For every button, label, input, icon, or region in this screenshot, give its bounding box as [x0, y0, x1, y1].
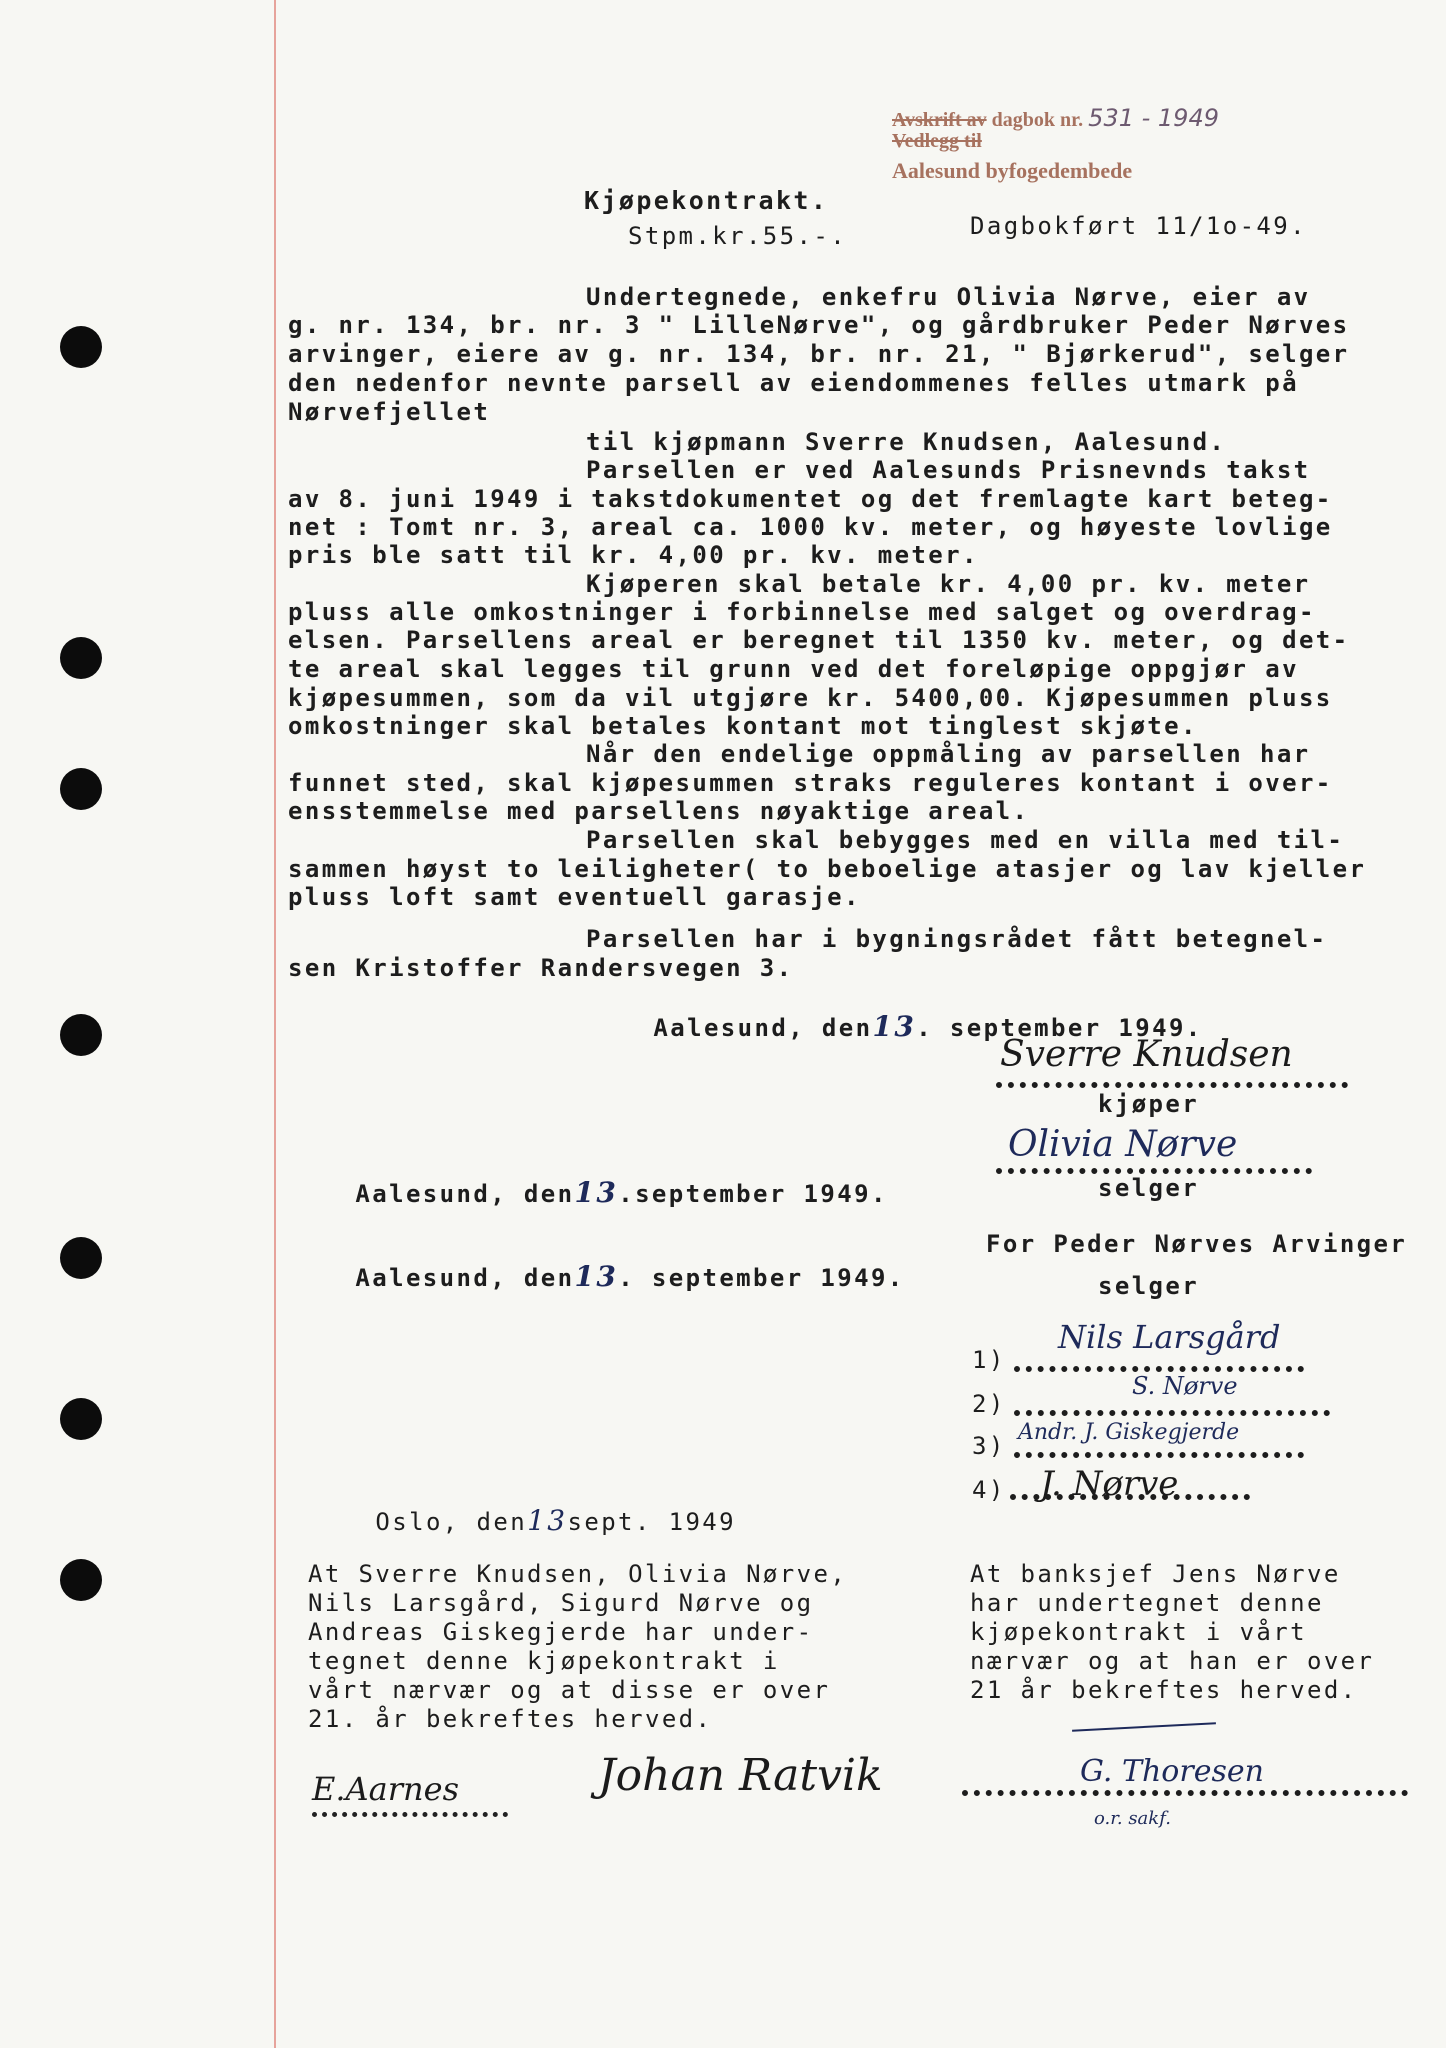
- heirs-role: selger: [1098, 1272, 1200, 1300]
- body-line: sammen høyst to leiligheter( to beboelige atasjer og lav kjeller: [288, 855, 1367, 883]
- heir-signature: Andr. J. Giskegjerde: [1018, 1420, 1240, 1445]
- punch-hole: [60, 1014, 102, 1056]
- body-line: av 8. juni 1949 i takstdokumentet og det fremlagte kart beteg-: [288, 485, 1333, 513]
- stamp-entry-number: 531: [1088, 104, 1134, 132]
- heirs-heading: For Peder Nørves Arvinger: [986, 1230, 1408, 1258]
- heirs-date: Aalesund, den13. september 1949.: [355, 1260, 905, 1293]
- heir-number: 4): [972, 1476, 1006, 1504]
- heir-number: 1): [972, 1346, 1006, 1374]
- punch-hole: [60, 1559, 102, 1601]
- buyer-role: kjøper: [1098, 1090, 1200, 1118]
- witness-left-line: At Sverre Knudsen, Olivia Nørve,: [308, 1560, 848, 1588]
- buyer-signature: Sverre Knudsen: [1000, 1034, 1293, 1075]
- stamp-struck-text: Avskrift av: [892, 109, 987, 131]
- contract-date: Aalesund, den13. september 1949.: [653, 1010, 1203, 1043]
- body-line: funnet sted, skal kjøpesummen straks reguleres kontant i over-: [288, 769, 1333, 797]
- body-line: elsen. Parsellens areal er beregnet til 1350 kv. meter, og det-: [288, 626, 1350, 654]
- body-line: Parsellen har i bygningsrådet fått betegnel-: [586, 925, 1328, 953]
- punch-hole: [60, 1237, 102, 1279]
- seller-signature: Olivia Nørve: [1008, 1124, 1238, 1165]
- body-line: te areal skal legges til grunn ved det foreløpige oppgjør av: [288, 655, 1299, 683]
- handwritten-day: 13: [527, 1504, 568, 1537]
- signature-line: [1010, 1494, 1250, 1500]
- heir-number: 2): [972, 1390, 1006, 1418]
- body-line: Kjøperen skal betale kr. 4,00 pr. kv. meter: [586, 570, 1311, 598]
- oslo-date: Oslo, den13sept. 1949: [375, 1504, 736, 1537]
- witness-right-line: nærvær og at han er over: [970, 1647, 1375, 1675]
- margin-line: [274, 0, 276, 2048]
- witness-left-line: Nils Larsgård, Sigurd Nørve og: [308, 1589, 814, 1617]
- pen-stroke: [1072, 1722, 1216, 1732]
- body-line: til kjøpmann Sverre Knudsen, Aalesund.: [586, 428, 1227, 456]
- signature-line: [962, 1790, 1408, 1796]
- punch-hole: [60, 1398, 102, 1440]
- body-line: Parsellen skal bebygges med en villa med til-: [586, 826, 1345, 854]
- body-line: arvinger, eiere av g. nr. 134, br. nr. 21, " Bjørkerud", selger: [288, 340, 1350, 368]
- document-title: Kjøpekontrakt.: [584, 186, 829, 215]
- signature-line: [996, 1082, 1348, 1088]
- stamp-office: Aalesund byfogedembede: [892, 158, 1133, 183]
- witness-right-line: At banksjef Jens Nørve: [970, 1560, 1341, 1588]
- witness-left-line: tegnet denne kjøpekontrakt i: [308, 1647, 780, 1675]
- seller-date: Aalesund, den13.september 1949.: [355, 1176, 888, 1209]
- body-line: g. nr. 134, br. nr. 3 " LilleNørve", og gårdbruker Peder Nørves: [288, 311, 1350, 339]
- body-line: Parsellen er ved Aalesunds Prisnevnds takst: [586, 456, 1311, 484]
- stamp-dagbok-label: dagbok nr.: [991, 109, 1084, 131]
- heir-signature: S. Nørve: [1132, 1372, 1238, 1400]
- handwritten-day: 13: [574, 1176, 619, 1209]
- stamp-line-1: Avskrift av dagbok nr. 531 - 1949: [892, 104, 1219, 132]
- witness-left-line: vårt nærvær og at disse er over: [308, 1676, 831, 1704]
- signature-line: [1014, 1410, 1330, 1416]
- body-line: pluss loft samt eventuell garasje.: [288, 883, 861, 911]
- stamp-fee: Stpm.kr.55.-.: [628, 222, 848, 250]
- witness-left-line: 21. år bekreftes herved.: [308, 1705, 713, 1733]
- witness-right-line: 21 år bekreftes herved.: [970, 1676, 1358, 1704]
- body-line: sen Kristoffer Randersvegen 3.: [288, 954, 794, 982]
- punch-hole: [60, 637, 102, 679]
- signature-line: [312, 1812, 508, 1817]
- witness-right-line: har undertegnet denne: [970, 1589, 1324, 1617]
- witness-signature: G. Thoresen: [1080, 1754, 1264, 1789]
- witness-right-line: kjøpekontrakt i vårt: [970, 1618, 1307, 1646]
- body-line: kjøpesummen, som da vil utgjøre kr. 5400,00. Kjøpesummen pluss: [288, 684, 1333, 712]
- body-line: den nedenfor nevnte parsell av eiendommenes felles utmark på: [288, 369, 1299, 397]
- punch-hole: [60, 326, 102, 368]
- body-line: pris ble satt til kr. 4,00 pr. kv. meter.: [288, 541, 979, 569]
- registered-date: Dagbokført 11/1o-49.: [970, 212, 1307, 240]
- handwritten-day: 13: [872, 1010, 917, 1043]
- punch-hole: [60, 768, 102, 810]
- body-line: pluss alle omkostninger i forbinnelse med salget og overdrag-: [288, 598, 1316, 626]
- body-line: omkostninger skal betales kontant mot tinglest skjøte.: [288, 712, 1198, 740]
- stamp-entry-year: 1949: [1157, 104, 1219, 132]
- body-line: Når den endelige oppmåling av parsellen har: [586, 740, 1311, 768]
- witness-note: o.r. sakf.: [1094, 1808, 1171, 1829]
- witness-signature: Johan Ratvik: [598, 1750, 883, 1801]
- heir-signature: Nils Larsgård: [1058, 1318, 1281, 1356]
- handwritten-day: 13: [574, 1260, 619, 1293]
- signature-line: [1014, 1452, 1304, 1458]
- heir-number: 3): [972, 1432, 1006, 1460]
- body-line: net : Tomt nr. 3, areal ca. 1000 kv. meter, og høyeste lovlige: [288, 513, 1333, 541]
- stamp-line-2: Vedlegg til: [892, 130, 982, 152]
- witness-left-line: Andreas Giskegjerde har under-: [308, 1618, 814, 1646]
- body-line: Undertegnede, enkefru Olivia Nørve, eier av: [586, 283, 1311, 311]
- heir-signature: J. Nørve: [1040, 1464, 1179, 1504]
- body-line: ensstemmelse med parsellens nøyaktige areal.: [288, 797, 1030, 825]
- body-line: Nørvefjellet: [288, 398, 491, 426]
- witness-signature: E.Aarnes: [312, 1770, 459, 1808]
- seller-role: selger: [1098, 1174, 1200, 1202]
